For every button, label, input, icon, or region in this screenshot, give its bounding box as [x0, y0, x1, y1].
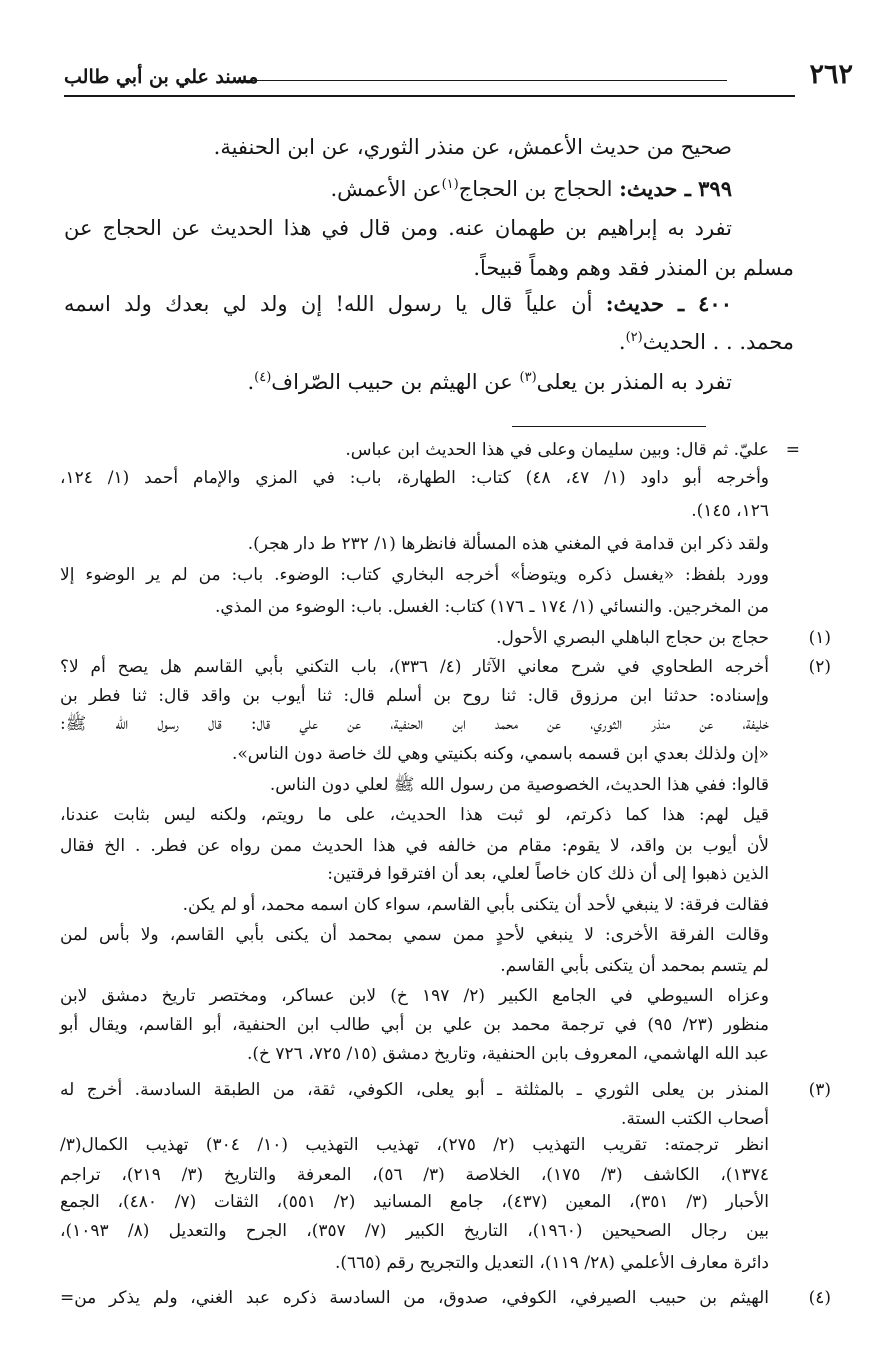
- footnote-line: الهيثم بن حبيب الصيرفي، الكوفي، صدوق، من السادسة ذكره عبد الغني، ولم يذكر من=: [60, 1288, 769, 1308]
- footnote-separator: [512, 426, 706, 427]
- footnote-line: بين رجال الصحيحين (١٩٦٠)، التاريخ الكبير (٧/ ٣٥٧)، الجرح والتعديل (٨/ ١٠٩٣)،: [60, 1221, 769, 1241]
- footnote-line: المنذر بن يعلى الثوري ـ بالمثلثة ـ أبو يعلى، الكوفي، ثقة، من الطبقة السادسة. أخرج له: [60, 1080, 769, 1100]
- hadith-number: ٣٩٩ ـ حديث:: [619, 176, 732, 201]
- main-line: [64, 365, 732, 399]
- footnote-line: «إن ولذلك بعدي ابن قسمه باسمي، وكنه بكنيتي وهي لك خاصة دون الناس».: [231, 744, 769, 764]
- page-number: ٢٦٢: [809, 59, 853, 90]
- footnote-line: عليّ. ثم قال: وبين سليمان وعلى في هذا الحديث ابن عباس.: [345, 440, 769, 460]
- footnote-line: فقالت فرقة: لا ينبغي لأحد أن يتكنى بأبي القاسم، سواء كان اسمه محمد، أو لم يكن.: [182, 895, 769, 915]
- footnote-line: انظر ترجمته: تقريب التهذيب (٢/ ٢٧٥)، تهذيب التهذيب (١٠/ ٣٠٤) تهذيب الكمال(٣/: [60, 1135, 769, 1155]
- footnote-line: خليفة، عن منذر الثوري، عن محمد ابن الحنفية، عن علي قال: قال رسول الله ﷺ:: [60, 714, 769, 734]
- footnote-continuation-marker: =: [785, 440, 800, 460]
- footnote-line: ولقد ذكر ابن قدامة في المغني هذه المسألة فانظرها (١/ ٢٣٢ ط دار هجر).: [247, 534, 769, 554]
- footnote-line: وعزاه السيوطي في الجامع الكبير (٢/ ١٩٧ خ) لابن عساكر، ومختصر تاريخ دمشق لابن: [60, 986, 769, 1006]
- footnote-line: دائرة معارف الأعلمي (٢٨/ ١١٩)، التعديل والتجريح رقم (٦٦٥).: [334, 1253, 769, 1273]
- footnote-line: وإسناده: حدثنا ابن مرزوق قال: ثنا روح بن أسلم قال: ثنا أيوب بن واقد قال: ثنا فطر بن: [60, 686, 769, 706]
- main-line: [64, 287, 732, 321]
- footnote-number: (١): [808, 628, 831, 648]
- footnote-line: وقالت الفرقة الأخرى: لا ينبغي لأحدٍ ممن سمي بمحمد أن يكنى بأبي القاسم، ولا بأس لمن: [60, 925, 769, 945]
- footnote-line: لم يتسم بمحمد أن يتكنى بأبي القاسم.: [500, 956, 769, 976]
- hadith-number: ٤٠٠ ـ حديث:: [605, 291, 732, 316]
- header-rule: [64, 95, 795, 97]
- text-span: الحجاج بن الحجاج: [458, 177, 620, 201]
- footnote-ref: (١): [441, 177, 459, 192]
- running-title: مسند علي بن أبي طالب: [64, 66, 259, 88]
- main-line: مسلم بن المنذر فقد وهم وهماً قبيحاً.: [473, 256, 794, 280]
- main-line: صحيح من حديث الأعمش، عن منذر الثوري، عن ابن الحنفية.: [213, 135, 732, 159]
- footnote-line: وأخرجه أبو داود (١/ ٤٧، ٤٨) كتاب: الطهارة، باب: في المزي والإمام أحمد (١/ ١٢٤،: [60, 468, 770, 488]
- main-line: [64, 172, 732, 206]
- footnote-line: أخرجه الطحاوي في شرح معاني الآثار (٤/ ٣٣٦)، باب التكني بأبي القاسم هل يصح أم لا؟: [60, 657, 769, 677]
- footnote-ref: (٤): [254, 370, 272, 385]
- footnote-line: قالوا: ففي هذا الحديث، الخصوصية من رسول الله ﷺ لعلي دون الناس.: [269, 775, 769, 795]
- text-span: .: [247, 370, 255, 394]
- text-span: عن الأعمش.: [330, 177, 442, 201]
- header-thin-rule: [237, 80, 727, 81]
- main-line: [64, 325, 794, 359]
- footnote-line: الذين ذهبوا إلى أن ذلك كان خاصاً لعلي، بعد أن افترقوا فرقتين:: [327, 864, 769, 884]
- footnote-line: وورد بلفظ: «يغسل ذكره ويتوضأ» أخرجه البخاري كتاب: الوضوء. باب: من لم ير الوضوء إلا: [60, 565, 769, 585]
- text-span: أن علياً قال يا رسول الله! إن ولد لي بعدك ولد اسمه: [64, 292, 606, 316]
- main-line: تفرد به إبراهيم بن طهمان عنه. ومن قال في هذا الحديث عن الحجاج عن: [64, 216, 732, 240]
- footnote-ref: (٢): [625, 330, 643, 345]
- text-span: تفرد به المنذر بن يعلى: [536, 370, 732, 394]
- footnote-ref: (٣): [519, 370, 537, 385]
- footnote-line: من المخرجين. والنسائي (١/ ١٧٤ ـ ١٧٦) كتاب: الغسل. باب: الوضوء من المذي.: [214, 597, 769, 617]
- footnote-line: قيل لهم: هذا كما ذكرتم، لو ثبت هذا الحديث، على ما رويتم، ولكنه ليس بثابت عندنا،: [60, 805, 769, 825]
- footnote-line: أصحاب الكتب الستة.: [621, 1109, 769, 1129]
- text-span: .: [618, 330, 626, 354]
- footnote-number: (٢): [808, 657, 831, 677]
- footnote-line: منظور (٢٣/ ٩٥) في ترجمة محمد بن علي بن أبي طالب ابن الحنفية، أبو القاسم، ويقال أبو: [60, 1015, 769, 1035]
- footnote-line: ١٣٧٤)، الكاشف (٣/ ١٧٥)، الخلاصة (٣/ ٥٦)، المعرفة والتاريخ (٣/ ٢١٩)، تراجم: [60, 1165, 769, 1185]
- footnote-line: لأن أيوب بن واقد، لا يقوم: مقام من خالفه في هذا الحديث ممن رواه عن فطر. . الخ فقال: [60, 836, 769, 856]
- footnote-line: الأحبار (٣/ ٣٥١)، المعين (٤٣٧)، جامع المسانيد (٢/ ٥٥١)، الثقات (٧/ ٤٨٠)، الجمع: [60, 1192, 770, 1212]
- footnote-number: (٣): [808, 1080, 831, 1100]
- footnote-number: (٤): [808, 1288, 831, 1308]
- footnote-line: حجاج بن حجاج الباهلي البصري الأحول.: [496, 628, 769, 648]
- text-span: عن الهيثم بن حبيب الصّراف: [271, 370, 520, 394]
- text-span: محمد. . . الحديث: [642, 330, 794, 354]
- footnote-line: عبد الله الهاشمي، المعروف بابن الحنفية، وتاريخ دمشق (١٥/ ٧٢٥، ٧٢٦ خ).: [246, 1044, 769, 1064]
- footnote-line: ١٢٦، ١٤٥).: [691, 501, 769, 521]
